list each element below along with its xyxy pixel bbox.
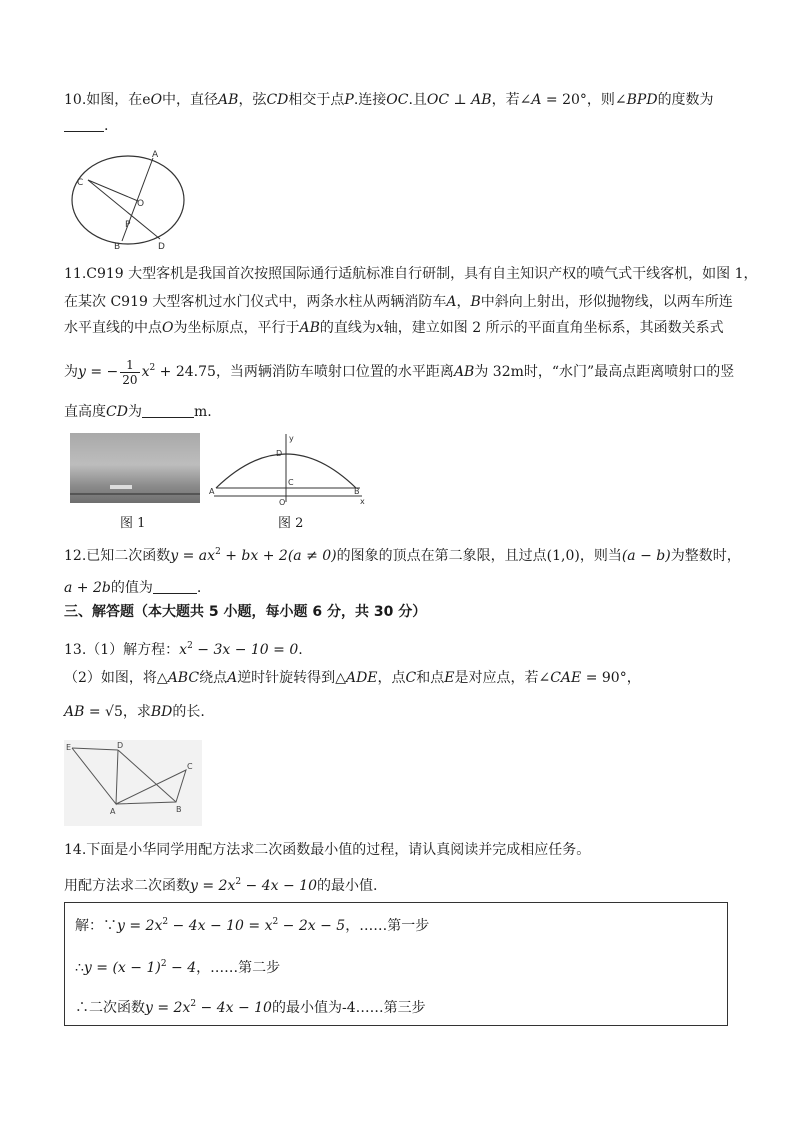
segment-ED — [72, 748, 118, 750]
symbol-OC: OC — [386, 92, 409, 108]
exponent: 2 — [235, 877, 242, 887]
expression: (a − b) — [621, 548, 671, 564]
q13-text: 的长. — [172, 704, 205, 720]
q12-text: 为整数时， — [670, 548, 741, 564]
angle-value: = 20° — [541, 92, 587, 108]
q11-line1: 11.C919 大型客机是我国首次按照国际通行适航标准自行研制，具有自主知识产权的喷气式干线客机，如图 1， — [64, 266, 758, 282]
triangle-ADE-shape — [72, 748, 118, 804]
q13-part1 — [64, 636, 303, 660]
symbol-C: C — [405, 670, 417, 686]
exponent: 2 — [162, 917, 169, 927]
q12-text: 的值为 — [110, 580, 153, 596]
q13-text: 绕点 — [199, 670, 228, 686]
exponent: 2 — [272, 917, 279, 927]
q10-line2 — [64, 116, 108, 136]
label-x: x — [360, 497, 365, 506]
parabola-figure — [208, 430, 368, 506]
label-D: D — [158, 242, 165, 250]
section-heading: 三、解答题（本大题共 5 小题，每小题 6 分，共 30 分） — [64, 604, 427, 620]
symbol-AB: AB — [299, 320, 320, 336]
equation-part: − 4x − 10 = x — [168, 918, 273, 934]
symbol-AB: AB — [64, 704, 85, 720]
chord-CD — [88, 180, 160, 239]
q12-end: . — [196, 580, 202, 596]
circle-figure — [64, 148, 194, 250]
q11-line3 — [64, 318, 724, 338]
step-text: 的最小值为-4……第三步 — [271, 1000, 426, 1016]
symbol-BD: BD — [150, 704, 173, 720]
symbol-P: P — [344, 92, 354, 108]
symbol-AB: AB — [453, 364, 475, 380]
point: (1,0) — [546, 548, 580, 564]
symbol-x: x — [375, 320, 384, 336]
q11-line5 — [64, 402, 212, 422]
exponent: 2 — [149, 363, 156, 373]
angle-value: = 90°， — [581, 670, 641, 686]
symbol-A: A — [227, 670, 238, 686]
q10-text: .连接 — [353, 92, 387, 108]
symbol-A: A — [531, 92, 542, 108]
q13-text: 是对应点，若∠ — [454, 670, 551, 686]
step-text: ，……第一步 — [345, 918, 430, 934]
symbol-A: A — [446, 294, 457, 310]
rotation-diagram — [64, 740, 202, 826]
label-E: E — [66, 743, 72, 752]
label-C: C — [288, 478, 294, 487]
label-y: y — [289, 434, 294, 443]
rotation-figure — [64, 740, 202, 826]
equation-part: x — [179, 642, 188, 658]
label-A: A — [152, 150, 159, 160]
equation-part: − 3x − 10 = 0 — [192, 642, 299, 658]
q10-text: 相交于点 — [288, 92, 345, 108]
expression: a + 2b — [64, 580, 111, 596]
q10-text: ，弦 — [238, 92, 267, 108]
condition: (a ≠ 0) — [287, 548, 337, 564]
equation-part: y = ax — [170, 548, 216, 564]
q13-text: 和点 — [416, 670, 445, 686]
label-A: A — [209, 487, 215, 496]
triangle-ABC-shape — [116, 770, 186, 804]
equation-part: = − — [85, 364, 119, 380]
q11-text: 水平直线的中点 — [64, 320, 162, 336]
q11-text: 中斜向上射出，形似抛物线，以两车所连 — [480, 294, 733, 310]
q11-text: 为 — [127, 404, 142, 420]
step-text: ∴二次函数 — [75, 1000, 145, 1016]
q11-text: ，当两辆消防车喷射口位置的水平距离 — [215, 364, 454, 380]
equation-part: + 24.75 — [155, 364, 216, 380]
exponent: 2 — [215, 547, 221, 557]
runway-line — [70, 493, 200, 495]
exponent: 2 — [190, 999, 197, 1009]
q13-text: （2）如图，将 — [64, 670, 157, 686]
q13-text: 13.（1）解方程： — [64, 642, 180, 658]
q11-text: 的直线为 — [319, 320, 376, 336]
solution-step3 — [75, 997, 426, 1017]
equation-part: − 2x − 5 — [278, 918, 346, 934]
q13-end: . — [298, 642, 303, 658]
segment-BD — [118, 750, 176, 802]
q10-text: ，则∠ — [586, 92, 627, 108]
q13-part2 — [64, 668, 641, 688]
q12-text: 的图象的顶点在第二象限，且过点 — [336, 548, 547, 564]
equation-part: y = 2x — [117, 918, 163, 934]
equation-part: + bx + 2 — [220, 548, 288, 564]
answer-blank[interactable] — [153, 593, 197, 594]
equation-part: − 4 — [166, 960, 197, 976]
figure2-caption: 图 2 — [278, 516, 304, 531]
q11-text: 为 — [64, 364, 78, 380]
equation-part: = √5 — [84, 704, 123, 720]
label-C: C — [77, 178, 84, 188]
symbol-CAE: CAE — [550, 670, 582, 686]
triangle-ABC: △ABC — [156, 670, 200, 686]
solution-box — [64, 902, 728, 1026]
symbol-x: x — [141, 364, 150, 380]
label-P: P — [125, 220, 131, 230]
label-B: B — [176, 805, 182, 814]
fraction-numerator: 1 — [120, 358, 139, 373]
fraction — [120, 358, 139, 387]
q10-end: . — [104, 118, 109, 134]
q13-line3 — [64, 702, 205, 722]
q10-text: 10.如图，在 — [64, 92, 143, 108]
airplane-silhouette — [110, 485, 132, 489]
q12-line1 — [64, 542, 741, 566]
symbol-O: O — [162, 320, 174, 336]
perp-condition: OC ⊥ AB — [426, 92, 492, 108]
step-text: 解：∵ — [75, 918, 117, 934]
q13-text: ，求 — [122, 704, 151, 720]
airplane-photo — [70, 433, 200, 503]
q10-text: .且 — [408, 92, 427, 108]
exponent: 2 — [160, 959, 167, 969]
symbol-O: O — [150, 92, 163, 108]
q10-text: ，若∠ — [491, 92, 532, 108]
symbol-B: B — [470, 294, 481, 310]
symbol-y: y — [78, 364, 86, 380]
label-B: B — [354, 487, 360, 496]
equation-part: y = 2x — [145, 1000, 191, 1016]
q11-text: 为 32m时，“水门”最高点距离喷射口的竖 — [474, 364, 735, 380]
step-text: ∴ — [75, 960, 84, 976]
label-D: D — [276, 449, 283, 458]
equation-part: = 2x — [197, 878, 236, 894]
q12-line2 — [64, 578, 201, 598]
q11-text: 轴，建立如图 2 所示的平面直角坐标系，其函数关系式 — [383, 320, 724, 336]
q10-line1 — [64, 90, 714, 110]
circle-shape — [72, 156, 184, 244]
equation-part: − 4x − 10 — [196, 1000, 272, 1016]
q10-text: 中，直径 — [162, 92, 219, 108]
q11-text: ， — [456, 294, 471, 310]
q14-line2 — [64, 872, 377, 896]
circle-symbol: e — [142, 92, 151, 108]
solution-step2 — [75, 957, 280, 977]
q11-line4 — [64, 354, 734, 387]
symbol-BPD: BPD — [626, 92, 658, 108]
step-text: ，……第二步 — [196, 960, 281, 976]
fraction-denominator: 20 — [122, 372, 138, 387]
q12-text: ，则当 — [579, 548, 622, 564]
triangle-ADE: △ADE — [335, 670, 378, 686]
label-D: D — [117, 741, 124, 750]
answer-blank[interactable] — [142, 417, 194, 418]
symbol-AB: AB — [218, 92, 239, 108]
symbol-CD: CD — [106, 404, 128, 420]
label-C: C — [187, 762, 193, 771]
q11-text: 直高度 — [64, 404, 106, 420]
answer-blank[interactable] — [64, 131, 104, 132]
symbol-CD: CD — [266, 92, 289, 108]
q11-line2 — [64, 292, 733, 312]
q13-text: 逆时针旋转得到 — [237, 670, 336, 686]
q11-text: 为坐标原点，平行于 — [173, 320, 300, 336]
label-B: B — [114, 242, 121, 250]
q11-text: m. — [193, 404, 212, 420]
segment-OC — [88, 180, 138, 201]
q14-text: 用配方法求二次函数 — [64, 878, 190, 894]
q12-text: 12.已知二次函数 — [64, 548, 171, 564]
equation-part: − 4x − 10 — [241, 878, 317, 894]
label-O: O — [137, 199, 145, 209]
q11-text: 在某次 C919 大型客机过水门仪式中，两条水柱从两辆消防车 — [64, 294, 447, 310]
label-A: A — [110, 807, 116, 816]
q14-text: 的最小值. — [316, 878, 378, 894]
figure1-caption: 图 1 — [120, 516, 146, 531]
label-O: O — [279, 498, 286, 506]
symbol-E: E — [444, 670, 455, 686]
exponent: 2 — [187, 641, 193, 651]
q10-text: 的度数为 — [657, 92, 714, 108]
q14-line1: 14.下面是小华同学用配方法求二次函数最小值的过程，请认真阅读并完成相应任务。 — [64, 842, 591, 858]
symbol-y: y — [190, 878, 198, 894]
q13-text: ，点 — [377, 670, 406, 686]
solution-step1 — [75, 915, 429, 935]
equation-part: y = (x − 1) — [83, 960, 161, 976]
